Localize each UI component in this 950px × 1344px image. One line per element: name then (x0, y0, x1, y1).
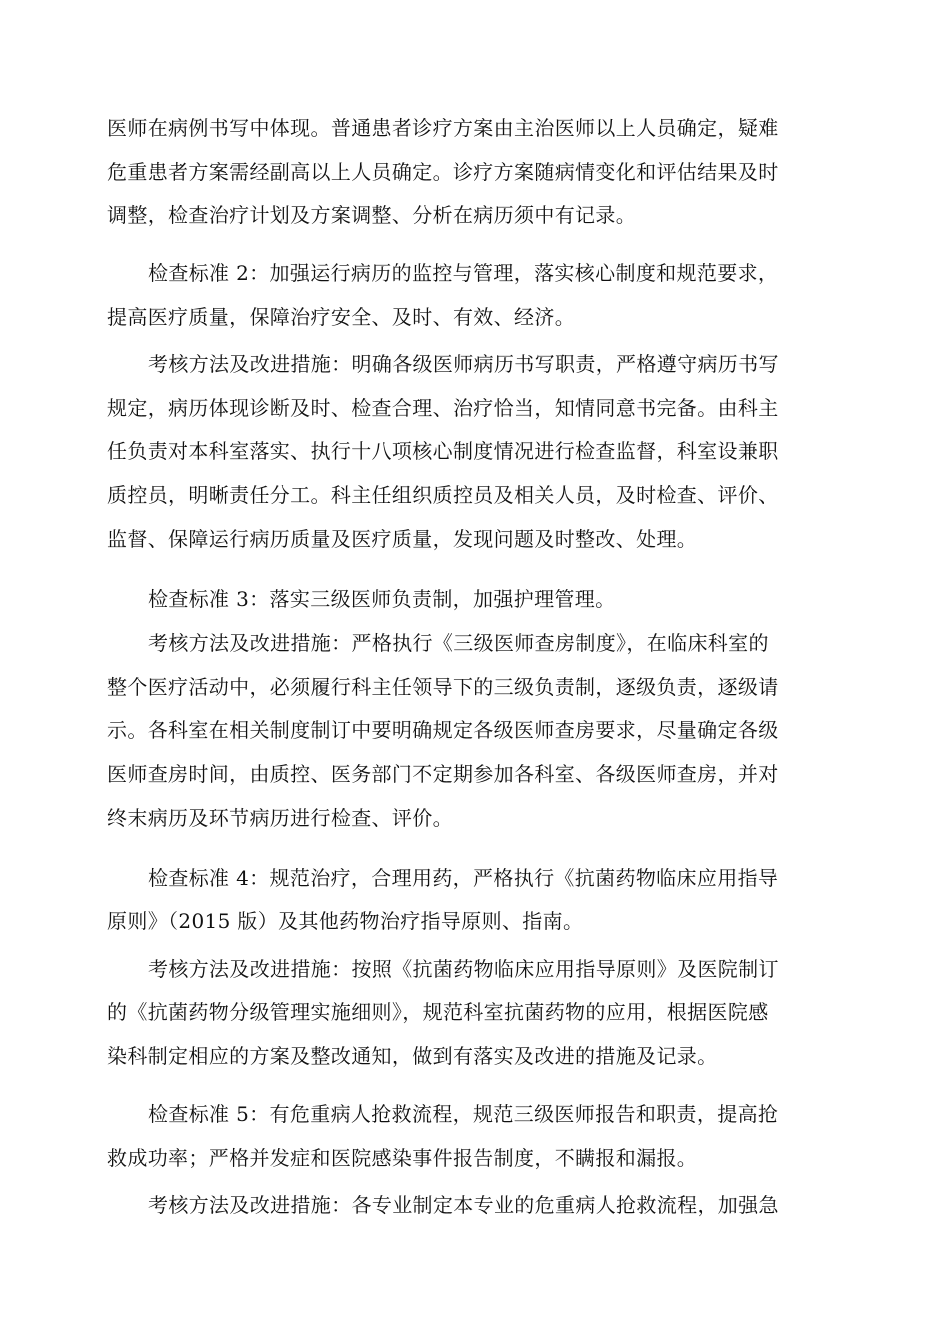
text-line: 考核方法及改进措施：按照《抗菌药物临床应用指导原则》及医院制订 (148, 957, 779, 981)
text-line: 原则》（2015 版）及其他药物治疗指导原则、指南。 (107, 909, 584, 933)
text-line: 染科制定相应的方案及整改通知，做到有落实及改进的措施及记录。 (107, 1044, 718, 1068)
text-line: 调整，检查治疗计划及方案调整、分析在病历须中有记录。 (107, 203, 637, 227)
text-line: 医师在病例书写中体现。普通患者诊疗方案由主治医师以上人员确定，疑难 (107, 116, 779, 140)
text-line: 危重患者方案需经副高以上人员确定。诊疗方案随病情变化和评估结果及时 (107, 160, 779, 184)
text-line: 考核方法及改进措施：明确各级医师病历书写职责，严格遵守病历书写 (148, 352, 779, 376)
text-line: 检查标准 2：加强运行病历的监控与管理，落实核心制度和规范要求， (148, 261, 779, 285)
text-line: 提高医疗质量，保障治疗安全、及时、有效、经济。 (107, 305, 576, 329)
text-line: 检查标准 3：落实三级医师负责制，加强护理管理。 (148, 587, 616, 611)
text-line: 监督、保障运行病历质量及医疗质量，发现问题及时整改、处理。 (107, 527, 698, 551)
text-line: 整个医疗活动中，必须履行科主任领导下的三级负责制，逐级负责，逐级请 (107, 675, 779, 699)
text-line: 考核方法及改进措施：各专业制定本专业的危重病人抢救流程，加强急 (148, 1193, 779, 1217)
text-line: 规定，病历体现诊断及时、检查合理、治疗恰当，知情同意书完备。由科主 (107, 396, 779, 420)
text-line: 任负责对本科室落实、执行十八项核心制度情况进行检查监督，科室设兼职 (107, 439, 779, 463)
text-line: 质控员，明晰责任分工。科主任组织质控员及相关人员，及时检查、评价、 (107, 483, 779, 507)
text-line: 医师查房时间，由质控、医务部门不定期参加各科室、各级医师查房，并对 (107, 762, 779, 786)
text-line: 救成功率；严格并发症和医院感染事件报告制度，不瞒报和漏报。 (107, 1146, 698, 1170)
text-line: 终末病历及环节病历进行检查、评价。 (107, 806, 453, 830)
text-line: 检查标准 5：有危重病人抢救流程，规范三级医师报告和职责，提高抢 (148, 1102, 779, 1126)
text-line: 考核方法及改进措施：严格执行《三级医师查房制度》，在临床科室的 (148, 631, 769, 655)
text-line: 示。各科室在相关制度制订中要明确规定各级医师查房要求，尽量确定各级 (107, 718, 779, 742)
text-line: 的《抗菌药物分级管理实施细则》，规范科室抗菌药物的应用，根据医院感 (107, 1000, 769, 1024)
text-line: 检查标准 4：规范治疗，合理用药，严格执行《抗菌药物临床应用指导 (148, 866, 779, 890)
